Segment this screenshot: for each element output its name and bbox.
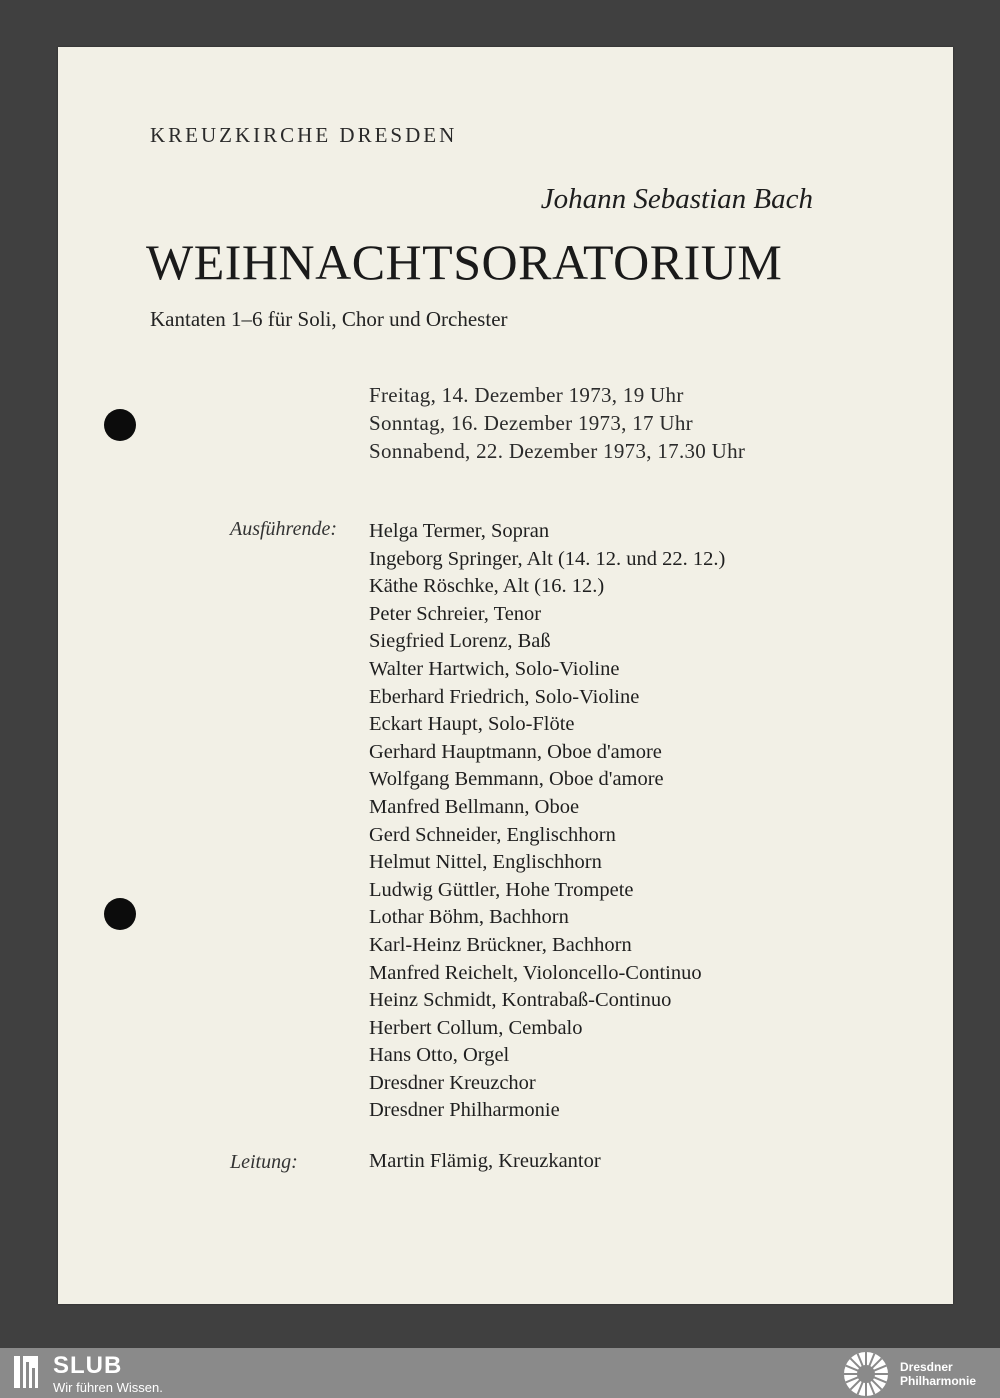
performer-line: Eckart Haupt, Solo-Flöte [369, 713, 575, 736]
leader-label: Leitung: [230, 1151, 298, 1173]
performer-line: Heinz Schmidt, Kontrabaß-Continuo [369, 989, 672, 1012]
performer-line: Herbert Collum, Cembalo [369, 1016, 583, 1039]
performer-line: Helga Termer, Sopran [369, 520, 550, 542]
performer-line: Gerd Schneider, Englischhorn [369, 823, 616, 846]
performer-line: Ingeborg Springer, Alt (14. 12. und 22. 12.) [369, 547, 726, 570]
slub-tagline: Wir führen Wissen. [53, 1380, 163, 1395]
date-line: Freitag, 14. Dezember 1973, 19 Uhr [369, 383, 684, 407]
performer-line: Walter Hartwich, Solo-Violine [369, 657, 620, 680]
performer-line: Wolfgang Bemmann, Oboe d'amore [369, 768, 664, 791]
program-sheet [58, 47, 953, 1304]
work-subtitle: Kantaten 1–6 für Soli, Chor und Orchester [150, 307, 508, 331]
performer-line: Karl-Heinz Brückner, Bachhorn [369, 933, 632, 956]
date-line: Sonntag, 16. Dezember 1973, 17 Uhr [369, 411, 693, 435]
performer-line: Gerhard Hauptmann, Oboe d'amore [369, 740, 662, 763]
performer-line: Siegfried Lorenz, Baß [369, 630, 551, 653]
punch-hole [104, 898, 136, 930]
footer-bar [0, 1348, 1000, 1398]
performers-list [369, 517, 725, 1124]
performer-line: Helmut Nittel, Englischhorn [369, 851, 602, 874]
leader-name: Martin Flämig, Kreuzkantor [369, 1150, 601, 1172]
performer-line: Dresdner Philharmonie [369, 1099, 560, 1122]
performers-label: Ausführende: [230, 518, 338, 540]
performer-line: Hans Otto, Orgel [369, 1044, 510, 1067]
venue-heading: KREUZKIRCHE DRESDEN [150, 123, 458, 147]
performer-line: Manfred Reichelt, Violoncello-Continuo [369, 961, 702, 984]
performer-line: Dresdner Kreuzchor [369, 1071, 536, 1094]
performer-line: Käthe Röschke, Alt (16. 12.) [369, 575, 605, 598]
performer-line: Eberhard Friedrich, Solo-Violine [369, 685, 640, 708]
partner-name[interactable] [900, 1360, 995, 1388]
dresdner-philharmonie-logo-icon[interactable] [842, 1350, 890, 1398]
slub-name[interactable]: SLUB [53, 1352, 123, 1379]
performer-line: Ludwig Güttler, Hohe Trompete [369, 878, 634, 901]
slub-logo-icon[interactable] [12, 1352, 42, 1392]
date-line: Sonnabend, 22. Dezember 1973, 17.30 Uhr [369, 439, 746, 463]
partner-name-line1: Dresdner [900, 1360, 953, 1374]
performance-dates [369, 381, 745, 465]
performer-line: Lothar Böhm, Bachhorn [369, 906, 569, 929]
composer-name: Johann Sebastian Bach [540, 183, 813, 215]
performer-line: Manfred Bellmann, Oboe [369, 795, 580, 818]
partner-name-line2: Philharmonie [900, 1374, 977, 1388]
work-title: WEIHNACHTSORATORIUM [146, 234, 783, 290]
punch-hole [104, 409, 136, 441]
performer-line: Peter Schreier, Tenor [369, 602, 542, 625]
